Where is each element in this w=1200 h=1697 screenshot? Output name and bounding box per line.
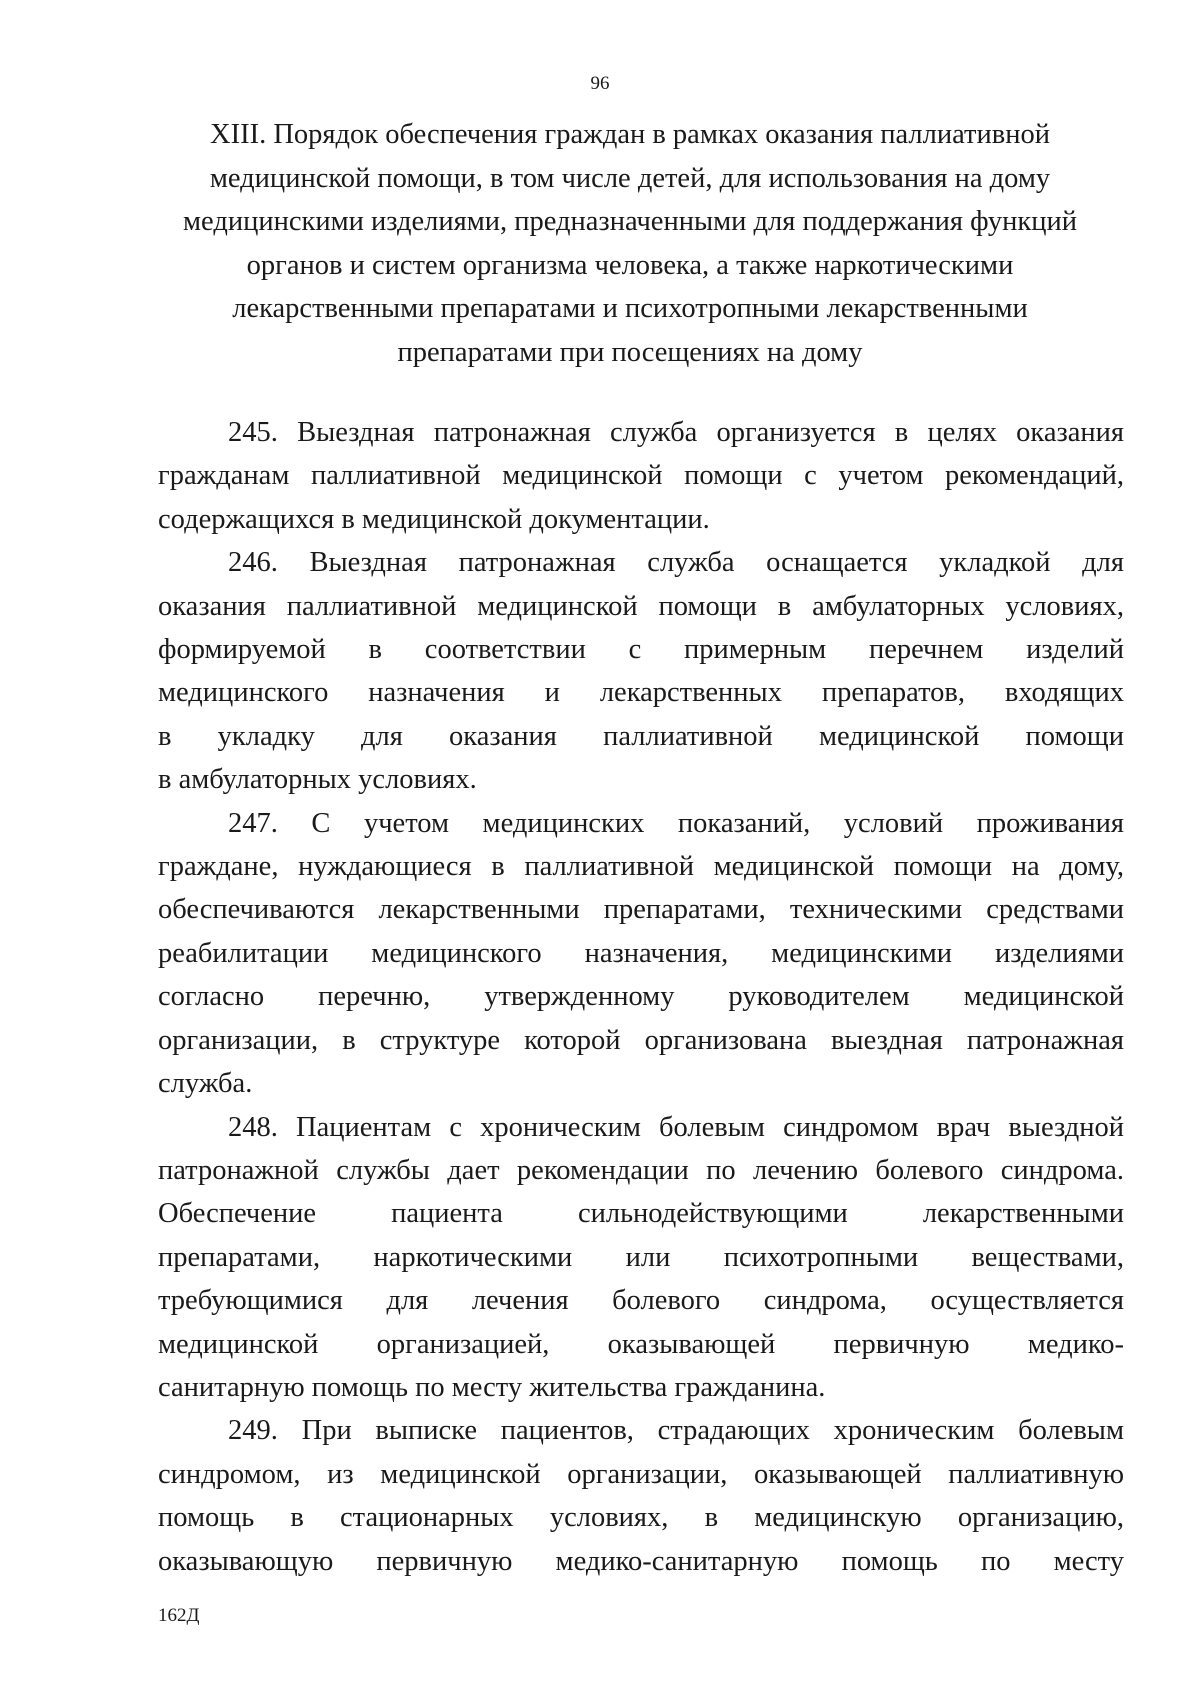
- paragraph-line: служба.: [158, 1068, 253, 1100]
- paragraph-line: граждане, нуждающиеся в паллиативной медицинской помощи на дому,: [158, 851, 1124, 883]
- heading-line: медицинскими изделиями, предназначенными для поддержания функций: [183, 206, 1077, 237]
- paragraph-line: Обеспечение пациента сильнодействующими лекарственными: [158, 1198, 1124, 1230]
- paragraph-line: в амбулаторных условиях.: [158, 764, 477, 796]
- heading-line: органов и систем организма человека, а также наркотическими: [246, 249, 1014, 281]
- paragraph-line: помощь в стационарных условиях, в медицинскую организацию,: [158, 1502, 1124, 1534]
- paragraph-line: в укладку для оказания паллиативной медицинской помощи: [158, 720, 1124, 752]
- paragraph-line: 249. При выписке пациентов, страдающих хроническим болевым: [228, 1415, 1124, 1447]
- paragraph-line: содержащихся в медицинской документации.: [158, 503, 710, 535]
- paragraph-line: санитарную помощь по месту жительства гражданина.: [158, 1371, 826, 1403]
- heading-line: препаратами при посещениях на дому: [397, 336, 863, 368]
- section-heading: [150, 113, 1110, 374]
- heading-line: XIII. Порядок обеспечения граждан в рамках оказания паллиативной: [210, 119, 1050, 150]
- paragraph-245: [158, 411, 1124, 541]
- paragraph-249: [158, 1409, 1124, 1583]
- heading-line: лекарственными препаратами и психотропными лекарственными: [232, 293, 1028, 324]
- paragraph-line: 248. Пациентам с хроническим болевым синдромом врач выездной: [228, 1111, 1124, 1143]
- paragraph-line: обеспечиваются лекарственными препаратами, техническими средствами: [158, 894, 1124, 926]
- paragraph-line: реабилитации медицинского назначения, медицинскими изделиями: [158, 937, 1124, 969]
- paragraph-248: [158, 1106, 1124, 1410]
- paragraph-247: [158, 802, 1124, 1106]
- paragraph-line: патронажной службы дает рекомендации по лечению болевого синдрома.: [158, 1154, 1124, 1186]
- paragraph-line: согласно перечню, утвержденному руководителем медицинской: [158, 981, 1124, 1013]
- document-body: [158, 411, 1124, 1583]
- paragraph-line: препаратами, наркотическими или психотропными веществами,: [158, 1241, 1124, 1273]
- paragraph-line: синдромом, из медицинской организации, оказывающей паллиативную: [158, 1458, 1124, 1490]
- paragraph-line: оказывающую первичную медико-санитарную помощь по месту: [158, 1545, 1124, 1577]
- paragraph-line: оказания паллиативной медицинской помощи в амбулаторных условиях,: [158, 590, 1124, 622]
- paragraph-line: гражданам паллиативной медицинской помощи с учетом рекомендаций,: [158, 460, 1124, 492]
- paragraph-line: 246. Выездная патронажная служба оснащается укладкой для: [228, 547, 1124, 579]
- paragraph-line: медицинской организацией, оказывающей первичную медико-: [158, 1328, 1124, 1360]
- paragraph-line: формируемой в соответствии с примерным перечнем изделий: [158, 634, 1124, 666]
- paragraph-line: 245. Выездная патронажная служба организуется в целях оказания: [228, 417, 1124, 448]
- document-code: 162Д: [158, 1605, 200, 1626]
- paragraph-line: требующимися для лечения болевого синдрома, осуществляется: [158, 1285, 1124, 1317]
- paragraph-line: медицинского назначения и лекарственных препаратов, входящих: [158, 677, 1124, 709]
- paragraph-line: организации, в структуре которой организована выездная патронажная: [158, 1024, 1124, 1056]
- paragraph-line: 247. С учетом медицинских показаний, условий проживания: [228, 807, 1124, 839]
- paragraph-246: [158, 541, 1124, 801]
- heading-line: медицинской помощи, в том числе детей, для использования на дому: [209, 162, 1051, 194]
- page-number: 96: [590, 73, 610, 94]
